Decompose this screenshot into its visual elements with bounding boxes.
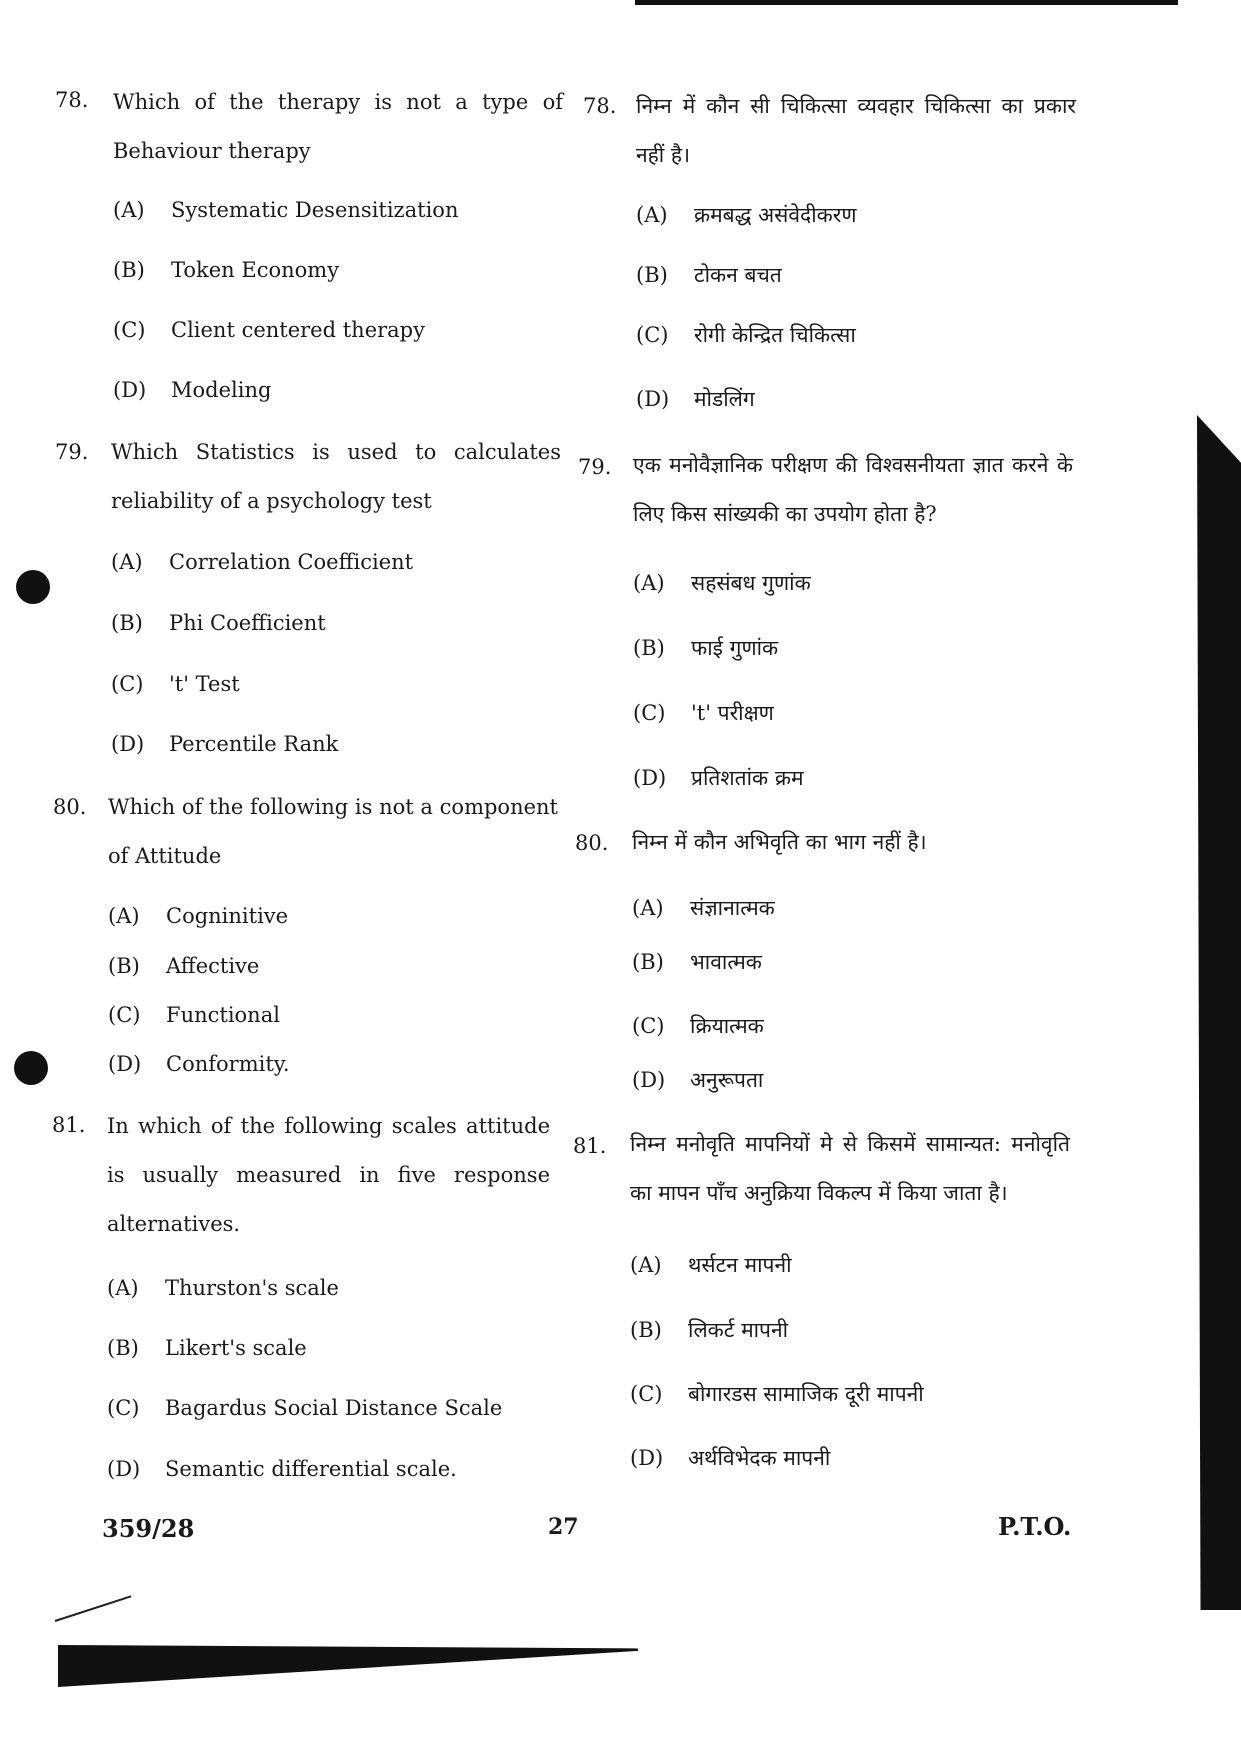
scan-top-rule xyxy=(635,0,1178,5)
question-number: 81. xyxy=(573,1134,607,1158)
option-c: (C) Bagardus Social Distance Scale xyxy=(107,1396,503,1420)
option-b: (B) टोकन बचत xyxy=(636,263,782,287)
option-b: (B) Likert's scale xyxy=(107,1336,307,1360)
option-d: (D) Semantic differential scale. xyxy=(107,1457,457,1481)
question-text: निम्न में कौन सी चिकित्सा व्यवहार चिकित्सा का प्रकार नहीं है। xyxy=(636,94,1076,167)
option-a: (A) Correlation Coefficient xyxy=(111,550,414,574)
option-b: (B) लिकर्ट मापनी xyxy=(630,1318,789,1342)
option-b: (B) Token Economy xyxy=(113,258,340,282)
scan-right-edge-shadow xyxy=(1197,415,1241,1610)
question-number: 78. xyxy=(55,88,89,112)
page-number: 27 xyxy=(548,1514,579,1540)
question-number: 80. xyxy=(575,831,609,855)
option-c: (C) 't' Test xyxy=(111,672,240,696)
option-a: (A) संज्ञानात्मक xyxy=(632,896,775,920)
option-c: (C) क्रियात्मक xyxy=(632,1014,764,1038)
question-text: निम्न मनोवृति मापनियों मे से किसमें सामान्यत: मनोवृति का मापन पाँच अनुक्रिया विकल्प में किया जाता है। xyxy=(630,1132,1070,1205)
option-a: (A) Thurston's scale xyxy=(107,1276,339,1300)
option-c: (C) Client centered therapy xyxy=(113,318,425,342)
question-text: एक मनोवैज्ञानिक परीक्षण की विश्वसनीयता ज्ञात करने के लिए किस सांख्यकी का उपयोग होता है? xyxy=(633,453,1073,526)
question-text: In which of the following scales attitude is usually measured in five response alternatives. xyxy=(107,1114,550,1236)
option-d: (D) Conformity. xyxy=(108,1052,290,1076)
option-b: (B) Affective xyxy=(108,954,260,978)
option-a: (A) सहसंबध गुणांक xyxy=(633,571,811,595)
question-text: Which Statistics is used to calculates reliability of a psychology test xyxy=(111,440,561,513)
option-a: (A) Systematic Desensitization xyxy=(113,198,459,222)
scan-bottom-shadow xyxy=(58,1645,638,1687)
option-b: (B) फाई गुणांक xyxy=(633,636,779,660)
option-c: (C) बोगारडस सामाजिक दूरी मापनी xyxy=(630,1382,924,1406)
question-number: 79. xyxy=(578,455,612,479)
option-d: (D) प्रतिशतांक क्रम xyxy=(633,766,804,790)
pto-label: P.T.O. xyxy=(998,1512,1072,1541)
option-c: (C) 't' परीक्षण xyxy=(633,701,774,725)
question-text: Which of the following is not a component of Attitude xyxy=(108,795,558,868)
option-b: (B) भावात्मक xyxy=(632,950,762,974)
question-number: 79. xyxy=(55,440,89,464)
option-c: (C) Functional xyxy=(108,1003,280,1027)
paper-code: 359/28 xyxy=(102,1514,195,1543)
option-a: (A) Cogninitive xyxy=(108,904,289,928)
option-d: (D) अनुरूपता xyxy=(632,1068,764,1092)
scan-bottom-line xyxy=(55,1595,132,1622)
option-d: (D) मोडलिंग xyxy=(636,387,755,411)
punch-hole xyxy=(14,1051,48,1085)
option-c: (C) रोगी केन्द्रित चिकित्सा xyxy=(636,323,856,347)
punch-hole xyxy=(16,570,50,604)
question-number: 81. xyxy=(52,1113,86,1137)
option-a: (A) थर्सटन मापनी xyxy=(630,1253,792,1277)
option-d: (D) Modeling xyxy=(113,378,272,402)
question-text: निम्न में कौन अभिवृति का भाग नहीं है। xyxy=(632,830,927,854)
option-a: (A) क्रमबद्ध असंवेदीकरण xyxy=(636,203,857,227)
option-b: (B) Phi Coefficient xyxy=(111,611,326,635)
option-d: (D) अर्थविभेदक मापनी xyxy=(630,1446,831,1470)
question-number: 78. xyxy=(583,94,617,118)
option-d: (D) Percentile Rank xyxy=(111,732,339,756)
question-number: 80. xyxy=(53,795,87,819)
question-text: Which of the therapy is not a type of Behaviour therapy xyxy=(113,90,563,163)
